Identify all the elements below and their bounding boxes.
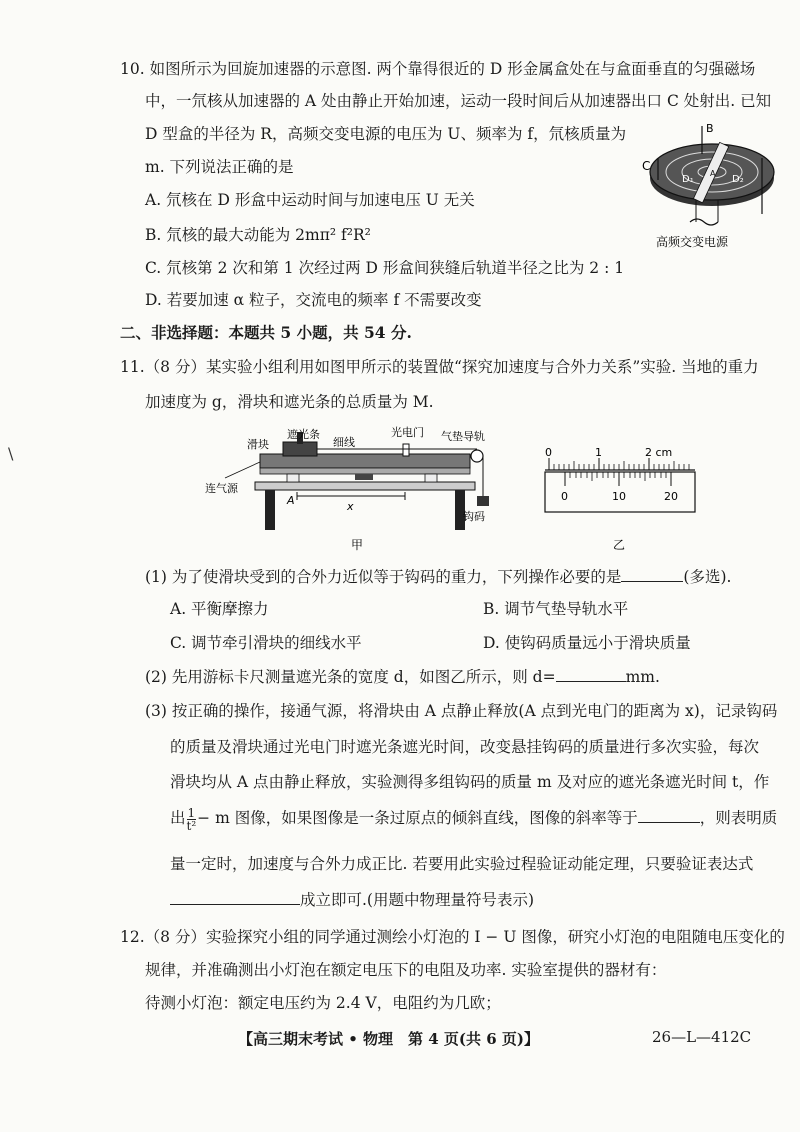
fraction-one-over-t-squared: $\frac{1}{\text{t²}}$	[186, 805, 197, 833]
page-footer-title: 【高三期末考试 • 物理 第 4 页(共 6 页)】	[238, 1030, 539, 1048]
label-c: C	[642, 159, 651, 173]
page-footer-code: 26—L—412C	[652, 1028, 752, 1046]
q11-part3-line6: 成立即可.(用题中物理量符号表示)	[170, 888, 534, 911]
label-qidian: 气垫导轨	[441, 430, 485, 443]
q10-option-c: C. 氘核第 2 次和第 1 次经过两 D 形盒间狭缝后轨道半径之比为 2 : 1	[145, 259, 625, 277]
label-a: A	[710, 169, 716, 178]
label-zheguangtiao: 遮光条	[287, 428, 320, 441]
q10-option-d: D. 若要加速 α 粒子，交流电的频率 f 不需要改变	[145, 291, 482, 309]
cyclotron-figure	[640, 118, 790, 258]
q10-line4: m. 下列说法正确的是	[145, 158, 294, 176]
main-tick-1: 1	[595, 448, 602, 459]
label-gouma: 钩码	[463, 510, 485, 523]
label-x: x	[347, 500, 354, 513]
label-guangdianmen: 光电门	[391, 426, 424, 439]
answer-blank-3[interactable]	[638, 806, 700, 823]
q11-part1: (1) 为了使滑块受到的合外力近似等于钩码的重力，下列操作必要的是 (多选).	[145, 565, 731, 588]
caption-jia: 甲	[351, 538, 364, 552]
label-d1: D₁	[682, 174, 694, 185]
q10-line1: 10. 如图所示为回旋加速器的示意图. 两个靠得很近的 D 形金属盒处在与盒面垂直的匀强磁场	[120, 60, 756, 78]
q11-part3-line5: 量一定时，加速度与合外力成正比. 若要用此实验过程验证动能定理，只要验证表达式	[170, 855, 754, 873]
vernier-caliper-figure	[535, 448, 705, 558]
q11-part3-line1: (3) 按正确的操作，接通气源，将滑块由 A 点静止释放(A 点到光电门的距离为 x)，记录钩码	[145, 702, 778, 720]
vernier-tick-10: 10	[612, 490, 626, 503]
q11-part2: (2) 先用游标卡尺测量遮光条的宽度 d，如图乙所示，则 d= mm.	[145, 665, 660, 688]
q10-line3: D 型盒的半径为 R，高频交变电源的电压为 U、频率为 f，氘核质量为	[145, 125, 627, 143]
answer-blank-4[interactable]	[170, 888, 300, 905]
q12-line2: 规律，并准确测出小灯泡在额定电压下的电阻及功率. 实验室提供的器材有：	[145, 961, 667, 979]
margin-mark: \	[8, 444, 14, 463]
vernier-tick-0: 0	[561, 490, 568, 503]
label-d2: D₂	[732, 174, 744, 185]
q11-line1: 11.（8 分）某实验小组利用如图甲所示的装置做“探究加速度与合外力关系”实验. 当地的重力	[120, 358, 759, 376]
label-b: B	[706, 122, 714, 135]
q11-part1-option-a: A. 平衡摩擦力	[170, 600, 269, 618]
vernier-tick-20: 20	[664, 490, 678, 503]
q11-part3-line3: 滑块均从 A 点由静止释放，实验测得多组钩码的质量 m 及对应的遮光条遮光时间 t，作	[170, 773, 770, 791]
q11-part1-option-d: D. 使钩码质量远小于滑块质量	[483, 634, 691, 652]
section2-heading: 二、非选择题：本题共 5 小题，共 54 分.	[120, 323, 412, 342]
main-tick-0: 0	[545, 448, 552, 459]
vernier-scale-ticks	[565, 472, 671, 486]
label-xixian: 细线	[333, 436, 355, 449]
main-scale-ticks	[549, 458, 689, 470]
q11-part1-option-c: C. 调节牵引滑块的细线水平	[170, 634, 362, 652]
q11-part3-line4: 出 $\frac{1}{\text{t²}}$ − m 图像，如果图像是一条过原点的倾斜直线，图像的斜率等于 ，则表明质	[170, 805, 778, 833]
cyclotron-caption: 高频交变电源	[656, 235, 729, 249]
q10-option-a: A. 氘核在 D 形盒中运动时间与加速电压 U 无关	[145, 191, 475, 209]
q11-part3-line2: 的质量及滑块通过光电门时遮光条遮光时间，改变悬挂钩码的质量进行多次实验，每次	[170, 738, 760, 756]
label-huakuai: 滑块	[247, 438, 269, 451]
q11-line2: 加速度为 g，滑块和遮光条的总质量为 M.	[145, 393, 434, 411]
q11-part1-option-b: B. 调节气垫导轨水平	[483, 600, 629, 618]
answer-blank-1[interactable]	[621, 565, 683, 582]
q10-option-b: B. 氘核的最大动能为 2mπ² f²R²	[145, 226, 371, 244]
main-tick-2: 2 cm	[645, 448, 673, 459]
air-track-figure	[205, 422, 505, 557]
label-lianqiyuan: 连气源	[205, 482, 238, 495]
q12-line3: 待测小灯泡：额定电压约为 2.4 V，电阻约为几欧；	[145, 994, 501, 1012]
caption-yi: 乙	[613, 538, 626, 552]
answer-blank-2[interactable]	[556, 665, 626, 682]
q10-line2: 中，一氘核从加速器的 A 处由静止开始加速，运动一段时间后从加速器出口 C 处射出. 已知	[145, 92, 772, 110]
label-a-point: A	[287, 494, 295, 507]
q12-line1: 12.（8 分）实验探究小组的同学通过测绘小灯泡的 I − U 图像，研究小灯泡的电阻随电压变化的	[120, 928, 785, 946]
